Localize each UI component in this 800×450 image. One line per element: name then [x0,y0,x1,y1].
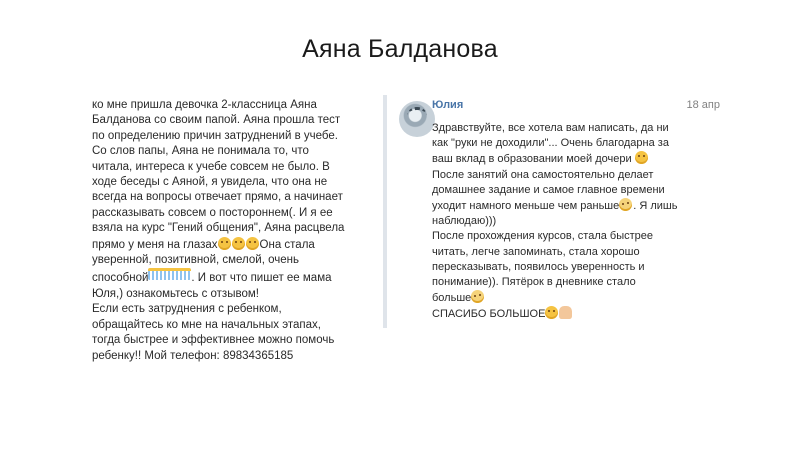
folded-hands-emoji-icon [559,306,572,319]
review-text [432,121,702,323]
grinning-sweat-emoji-icon [471,290,484,303]
kissing-face-emoji-icon [246,237,259,250]
kissing-face-emoji-icon [232,237,245,250]
story-line: читала, интереса к учебе совсем не было. В [92,160,330,173]
story-line-part: способной [92,272,149,285]
story-line: ко мне пришла девочка 2-классница Аяна [92,99,317,111]
sender-name-link[interactable]: Юлия [432,99,464,111]
review-line [432,198,702,214]
review-line-part: уходит намного меньше чем раньше [432,200,620,213]
review-line: наблюдаю))) [432,215,497,228]
story-line: обращайтесь ко мне на начальных этапах, [92,318,321,331]
slide-title: Аяна Балданова [302,35,498,63]
review-line-part: ваш вклад в образовании моей дочери [432,153,632,166]
review-line: пересказывать, появилось уверенность и [432,260,645,273]
story-line: всегда на вопросы отвечает прямо, а начинает [92,191,343,204]
smiling-face-emoji-icon [545,306,558,319]
story-text [92,98,382,364]
review-line-part: больше [432,292,472,305]
kissing-face-emoji-icon [218,237,231,250]
story-line-part: прямо у меня на глазах [92,238,218,251]
review-line: домашнее задание и самое главное времени [432,183,665,196]
message-date: 18 апр [686,99,720,111]
story-line: Со слов папы, Аяна не понимала то, что [92,145,309,158]
smiling-face-emoji-icon [635,151,648,164]
story-line: Юля,) ознакомьтесь с отзывом! [92,287,259,300]
story-line: тогда быстрее и эффективнее можно помочь [92,334,335,347]
review-line [432,290,702,306]
review-line [432,151,702,167]
review-line: понимание)). Пятёрок в дневнике стало [432,276,636,289]
review-line: Здравствуйте, все хотела вам написать, да ни [432,122,669,134]
story-line: по определению причин затруднений в учебе. [92,129,338,142]
review-line-part: . Я лишь [633,200,678,213]
story-line: Если есть затруднения с ребенком, [92,303,282,316]
story-line: Балданова со своим папой. Аяна прошла тест [92,114,341,127]
avatar-hair [407,107,427,124]
story-line-part: . И вот что пишет ее мама [191,272,332,285]
review-line: После занятий она самостоятельно делает [432,168,654,181]
review-line: читать, легче запоминать, стала хорошо [432,245,640,258]
story-line: рассказывать совсем о постороннем(. И я ее [92,206,333,219]
story-line [92,237,382,253]
grinning-sweat-emoji-icon [619,198,632,211]
avatar[interactable] [399,101,435,137]
story-line: ходе беседы с Аяной, я увидела, что она не [92,176,328,189]
story-line [92,268,382,286]
crying-face-emoji-icon [148,268,191,280]
story-line-part: Она стала [259,238,315,251]
story-line: уверенной, позитивной, смелой, очень [92,254,299,267]
review-line: как "руки не доходили"... Очень благодарна за [432,137,669,150]
story-line: взяла на курс "Гений общения", Аяна расцвела [92,222,345,235]
review-line-part: СПАСИБО БОЛЬШОЕ [432,308,546,321]
review-message-card [383,95,723,328]
story-line: ребенку!! Мой телефон: 89834365185 [92,349,294,362]
review-line [432,306,702,322]
review-line: После прохождения курсов, стала быстрее [432,230,654,243]
